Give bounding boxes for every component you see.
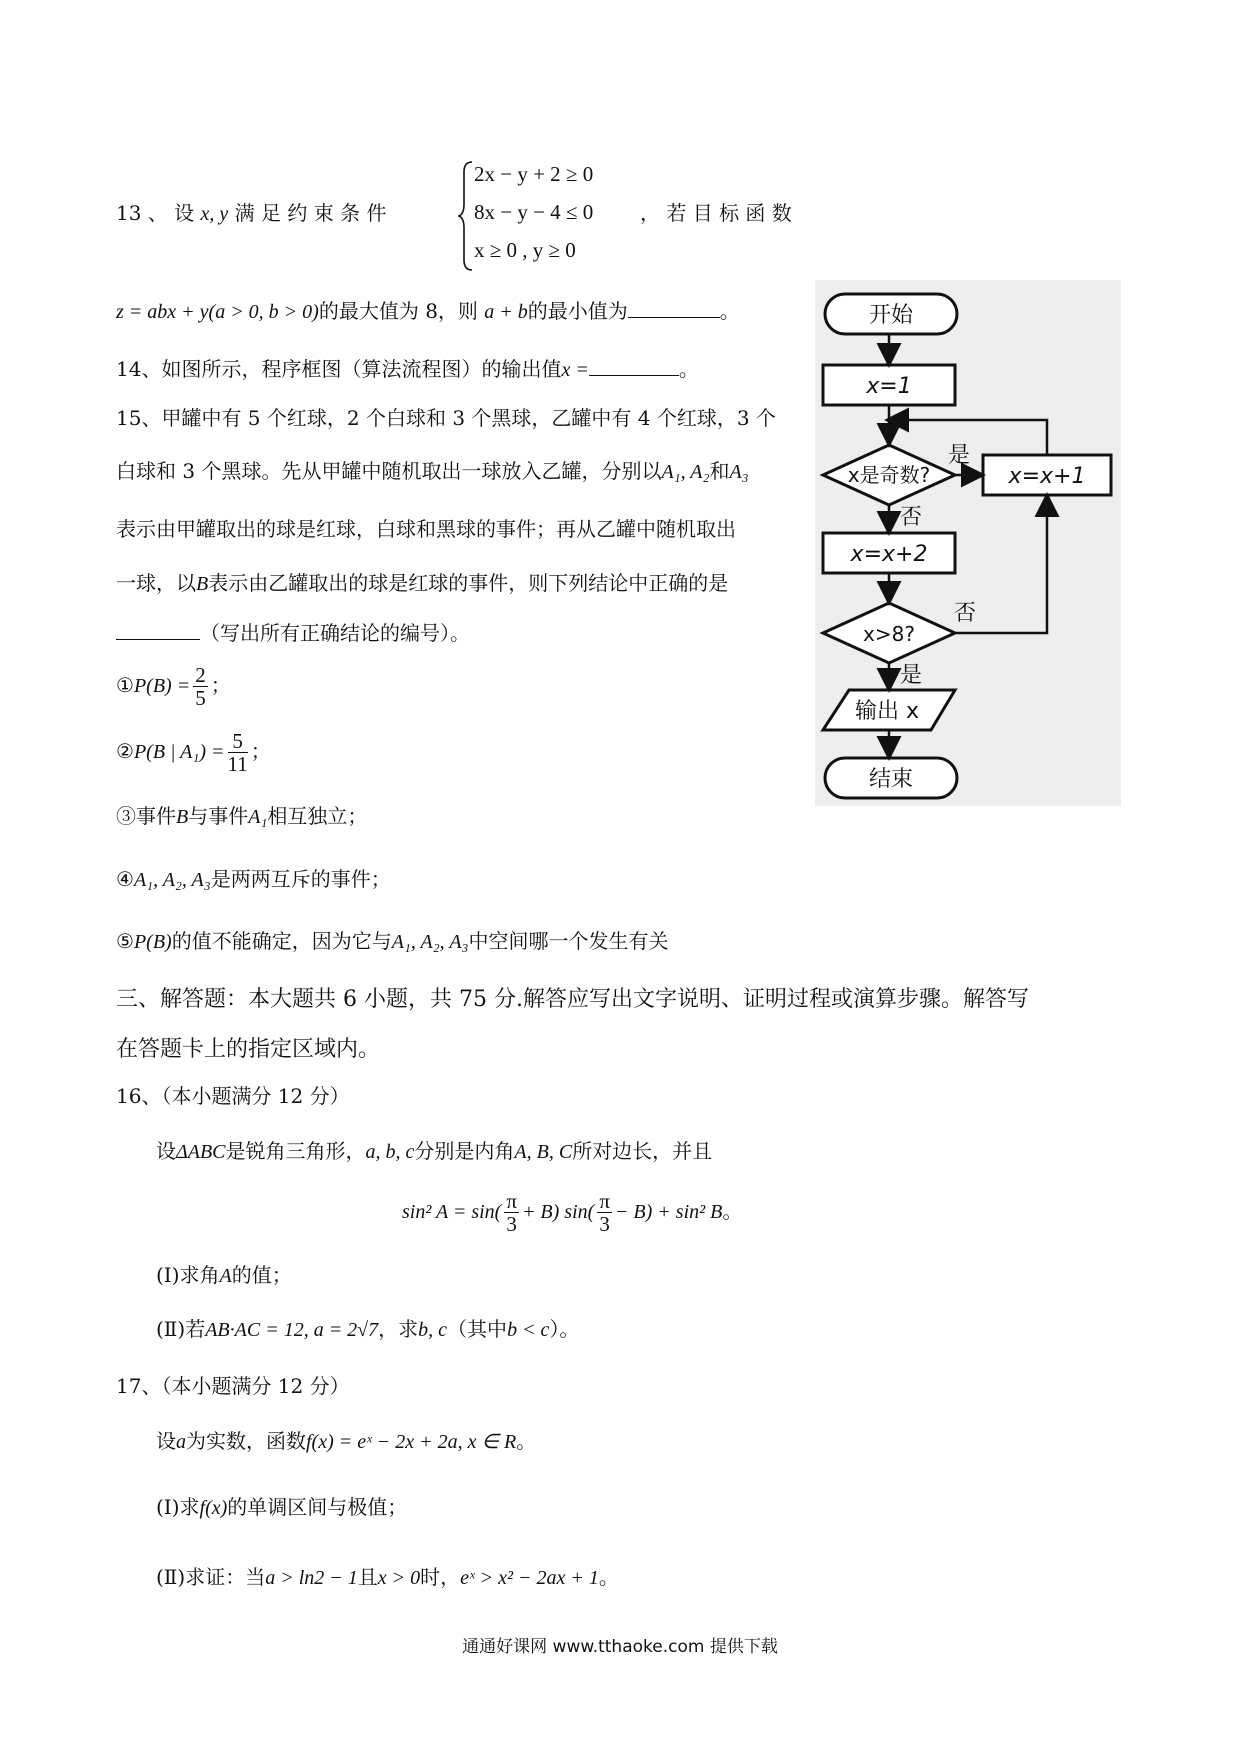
section-3-heading: 三、解答题：本大题共 6 小题，共 75 分.解答应写出文字说明、证明过程或演算步骤。解答写 在答题卡上的指定区域内。	[116, 987, 1029, 1062]
q17-heading: 17、（本小题满分 12 分）	[116, 1374, 350, 1398]
q13-line2: z = abx + y(a > 0, b > 0)的最大值为 8，则 a + b的最小值为 。	[116, 299, 740, 323]
q13-suffix: ， 若 目 标 函 数	[640, 201, 792, 225]
init-label: x=1	[866, 374, 912, 399]
q17-line1: 设a为实数，函数f(x) = eˣ − 2x + 2a, x ∈ R。	[156, 1429, 537, 1453]
footer-source-note: 通通好课网 www.tthaoke.com 提供下载	[462, 1637, 778, 1657]
end-label: 结束	[868, 767, 914, 792]
q15-option-5: ⑤P(B)的值不能确定，因为它与A₁, A₂, A₃中空间哪一个发生有关	[116, 929, 669, 953]
no-label-2: 否	[953, 601, 977, 626]
answer-blank	[116, 621, 200, 640]
q15-line5: （写出所有正确结论的编号）。	[116, 620, 470, 646]
q15-option-3: ③事件B与事件A₁相互独立；	[116, 804, 368, 828]
q17-part-2: (Ⅱ)求证：当a > ln2 − 1且x > 0时，eˣ > x² − 2ax + 1。	[156, 1565, 619, 1589]
constraint-3: x ≥ 0 , y ≥ 0	[474, 238, 576, 262]
q16-heading: 16、（本小题满分 12 分）	[116, 1084, 350, 1108]
start-label: 开始	[868, 303, 914, 328]
odd-step-label: x=x+1	[1008, 464, 1086, 489]
fraction: $\frac{\pi}{3}$	[599, 1189, 610, 1236]
q15-option-1: ①P(B) = $\frac{2}{5}$ ；	[116, 663, 231, 710]
even-step-label: x=x+2	[850, 542, 928, 567]
q15-option-2: ②P(B | A₁) = $\frac{5}{11}$ ；	[116, 729, 271, 776]
q15-option-4: ④A₁, A₂, A₃是两两互斥的事件；	[116, 867, 391, 891]
decision-gt8-label: x>8?	[863, 622, 915, 646]
decision-odd-label: x是奇数?	[847, 463, 931, 487]
fraction: $\frac{2}{5}$	[195, 663, 206, 710]
left-brace-icon	[458, 160, 474, 272]
no-label-1: 否	[899, 505, 923, 530]
q17-part-1: (Ⅰ)求f(x)的单调区间与极值；	[156, 1495, 408, 1519]
answer-blank	[628, 299, 720, 318]
flowchart	[815, 280, 1121, 806]
fraction: $\frac{5}{11}$	[227, 729, 248, 776]
q14-line: 14、如图所示，程序框图（算法流程图）的输出值x = 。	[116, 357, 699, 381]
yes-label-1: 是	[947, 443, 971, 468]
q15-line4: 一球，以B表示由乙罐取出的球是红球的事件，则下列结论中正确的是	[116, 571, 729, 595]
q15-line1: 15、甲罐中有 5 个红球，2 个白球和 3 个黑球，乙罐中有 4 个红球，3 个	[116, 406, 776, 430]
flowchart-svg	[815, 280, 1121, 806]
q16-part-1: (Ⅰ)求角A的值；	[156, 1263, 292, 1287]
q16-line1: 设ΔABC是锐角三角形，a, b, c分别是内角A, B, C所对边长，并且	[156, 1139, 713, 1163]
constraint-2: 8x − y − 4 ≤ 0	[474, 200, 594, 224]
fraction: $\frac{\pi}{3}$	[506, 1189, 517, 1236]
q16-equation: sin² A = sin( $\frac{\pi}{3}$ + B) sin( $\frac{\pi}{3}$ − B) + sin² B。	[402, 1189, 743, 1236]
yes-label-2: 是	[899, 663, 923, 688]
constraint-1: 2x − y + 2 ≥ 0	[474, 162, 594, 186]
q15-line2: 白球和 3 个黑球。先从甲罐中随机取出一球放入乙罐，分别以A₁, A₂和A₃	[116, 459, 749, 483]
q16-part-2: (Ⅱ)若AB·AC = 12, a = 2√7，求b, c（其中b < c）。	[156, 1317, 580, 1341]
q15-line3: 表示由甲罐取出的球是红球，白球和黑球的事件；再从乙罐中随机取出	[116, 517, 736, 541]
answer-blank	[589, 357, 679, 376]
output-label: 输出 x	[854, 699, 920, 724]
q13-line1: 13 、 设 x, y 满 足 约 束 条 件	[116, 201, 387, 225]
